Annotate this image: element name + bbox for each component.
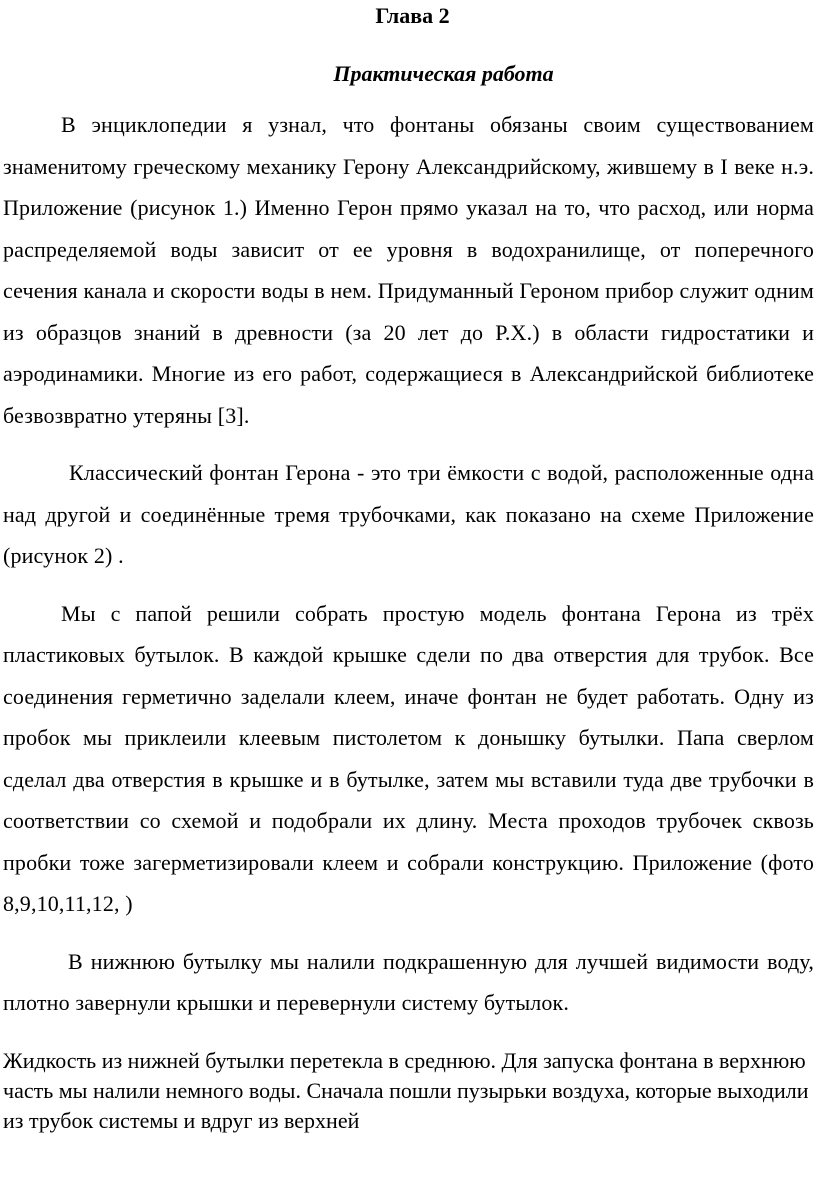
paragraph-heron-history: В энциклопедии я узнал, что фонтаны обязаны своим существованием знаменитому греческому механику Герону Александрийскому, жившему в I веке н.э. Приложение (рисунок 1.) Именно Герон прямо указал на то, что расход, или норма распределяемой воды зависит от ее уровня в водохранилище, от поперечного сечения канала и скорости воды в нем. Придуманный Героном прибор служит одним из образцов знаний в древности (за 20 лет до Р.Х.) в области гидростатики и аэродинамики. Многие из его работ, содержащиеся в Александрийской библиотеке безвозвратно утеряны [3]. [3,112,814,428]
section-subtitle: Практическая работа [333,61,554,86]
paragraph-fountain-launch: Жидкость из нижней бутылки перетекла в среднюю. Для запуска фонтана в верхнюю часть мы налили немного воды. Сначала пошли пузырьки воздуха, которые выходили из трубок системы и вдруг из верхней [3,1047,809,1133]
paragraph-model-assembly: Мы с папой решили собрать простую модель фонтана Герона из трёх пластиковых бутылок. В каждой крышке сдели по два отверстия для трубок. Все соединения герметично заделали клеем, иначе фонтан не будет работать. Одну из пробок мы приклеили клеевым пистолетом к донышку бутылки. Папа сверлом сделал два отверстия в крышке и в бутылке, затем мы вставили туда две трубочки в соответствии со схемой и подобрали их длину. Места проходов трубочек сквозь пробки тоже загерметизировали клеем и собрали конструкцию. Приложение (фото 8,9,10,11,12, ) [3,600,814,916]
paragraph-colored-water: В нижнюю бутылку мы налили подкрашенную для лучшей видимости воду, плотно завернули крышки и перевернули систему бутылок. [3,948,814,1015]
chapter-heading: Глава 2 [375,3,450,28]
paragraph-classic-fountain: Классический фонтан Герона - это три ёмкости с водой, расположенные одна над другой и соединённые тремя трубочками, как показано на схеме Приложение (рисунок 2) . [3,460,814,568]
